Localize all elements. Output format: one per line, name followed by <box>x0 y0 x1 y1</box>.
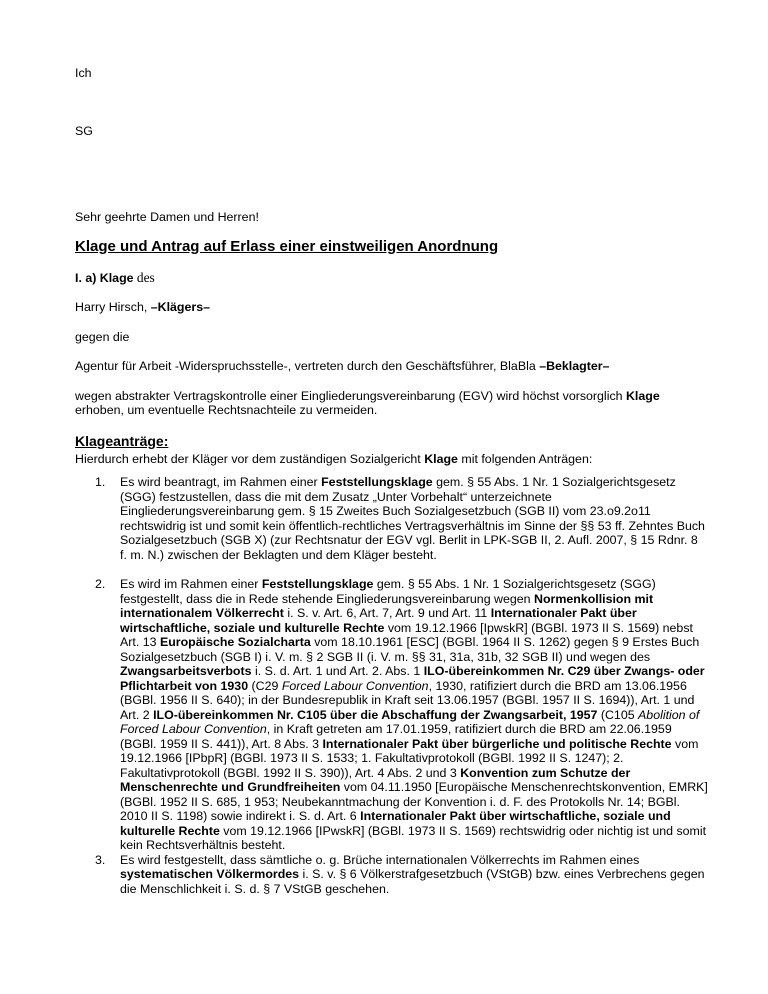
text-run: Forced Labour Convention <box>281 678 429 693</box>
text-run: systematischen Völkermordes <box>120 867 300 881</box>
text-run: Harry Hirsch, <box>75 300 151 314</box>
defendant-line <box>75 359 708 374</box>
text-run: i. S. d. Art. 1 und Art. 2. Abs. 1 <box>251 664 424 678</box>
text-run: vom 19.12.1966 [IPbpR] (BGBl. 1973 II S. 1533; 1. Fakultativprotokoll (BGBl. 1992 II S. 1247); 2. Fakultativprotokoll (BGBl. 1992 II S. 390)), Art. 4 Abs. 2 und 3 <box>120 736 699 780</box>
text-run: gem. § 55 Abs. 1 Nr. 1 Sozialgerichtsgesetz (SGG) festzustellen, dass die mit dem Zusatz „Unter Vorbehalt“ unterzeichnete Eingliederungsvereinbarung gem. § 15 Zweites Buch Sozialgesetzbuch (SGB II) vom 23.o9.2o11 rechtswidrig ist und somit kein öffentlich-rechtliches Vertragsverhältnis im Sinne der §§ 53 ff. Zehntes Buch Sozialgesetzbuch (SGB X) (zur Rechtsnatur der EGV vgl. Berlit in LPK-SGB II, 2. Aufl. 2007, § 15 Rdnr. 8 f. m. N.) zwischen der Beklagten und dem Kläger besteht. <box>120 475 705 562</box>
text-run: Es wird beantragt, im Rahmen einer <box>120 475 322 489</box>
text-run: erhoben, um eventuelle Rechtsnachteile zu vermeiden. <box>75 403 378 417</box>
versus-line: gegen die <box>75 329 130 344</box>
text-run: Internationaler Pakt über wirtschaftliche, soziale und kulturelle Rechte <box>120 809 671 838</box>
text-run: I. a) Klage <box>75 270 134 285</box>
plaintiff-line <box>75 300 708 315</box>
sender-line: Ich <box>75 66 92 80</box>
text-run: Zwangsarbeitsverbots <box>120 664 252 678</box>
text-run: (C105 <box>597 707 639 722</box>
text-run: vom 18.10.1961 [ESC] (BGBl. 1964 II S. 1262) gegen § 9 Erstes Buch Sozialgesetzbuch (SGB I) i. V. m. § 2 SGB II (i. V. m. §§ 31, 31a, 31b, 32 SGB II) und wegen des <box>120 635 700 664</box>
text-run: Hierdurch erhebt der Kläger vor dem zuständigen Sozialgericht <box>75 451 425 466</box>
salutation-line: Sehr geehrte Damen und Herren! <box>75 210 259 224</box>
text-run: Europäische Sozialcharta <box>159 635 311 649</box>
text-run: mit folgenden Anträgen: <box>457 451 593 466</box>
text-run: vom 19.12.1966 [IpwskR] (BGBl. 1973 II S. 1569) nebst Art. 13 <box>120 620 693 649</box>
text-run: –Beklagter– <box>539 359 610 373</box>
text-run: Es wird im Rahmen einer <box>120 577 262 591</box>
text-run: des <box>133 269 155 285</box>
text-run: Normenkollision mit internationalem Völkerrecht <box>120 591 654 620</box>
text-run: Abolition of Forced Labour Convention <box>120 707 700 736</box>
claims-intro <box>75 452 708 467</box>
text-run: (C29 <box>248 678 282 693</box>
text-run: , 1930, ratifiziert durch die BRD am 13.06.1956 (BGBl. 1956 II S. 640); in der Bundesrepublik in Kraft seit 13.06.1957 (BGBl. 1957 II S. 1694)), Art. 1 und Art. 2 <box>120 678 695 722</box>
text-run: ILO-übereinkommen Nr. C105 über die Abschaffung der Zwangsarbeit, 1957 <box>153 707 598 722</box>
claim-type-line <box>75 271 708 286</box>
text-run: i. S. v. Art. 6, Art. 7, Art. 9 und Art. 11 <box>283 606 491 620</box>
claims-heading: Klageanträge: <box>75 432 169 449</box>
text-run: Klage <box>625 388 660 403</box>
subject-paragraph <box>75 389 708 418</box>
claim-text <box>120 853 708 897</box>
claim-number: 3. <box>95 852 106 867</box>
text-run: Feststellungsklage <box>261 577 374 591</box>
text-run: Agentur für Arbeit -Widerspruchsstelle-, vertreten durch den Geschäftsführer, BlaBla <box>75 359 540 373</box>
text-run: Internationaler Pakt über wirtschaftliche, soziale und kulturelle Rechte <box>120 606 637 635</box>
claim-text <box>120 577 708 853</box>
text-run: i. S. v. § 6 Völkerstrafgesetzbuch (VStGB) bzw. eines Verbrechens gegen die Menschlichkeit i. S. d. § 7 VStGB geschehen. <box>120 867 705 896</box>
claim-item <box>95 577 708 853</box>
claim-number: 2. <box>95 577 106 591</box>
text-run: Klage <box>424 451 458 466</box>
text-run: ILO-übereinkommen Nr. C29 über Zwangs- oder Pflichtarbeit von 1930 <box>120 664 705 693</box>
text-run: Konvention zum Schutze der Menschenrechte und Grundfreiheiten <box>120 765 631 794</box>
text-run: Feststellungsklage <box>321 475 433 489</box>
text-run: Es wird festgestellt, dass sämtliche o. g. Brüche internationalen Völkerrechts im Rahmen eines <box>120 852 640 867</box>
claim-item <box>95 853 708 897</box>
court-line: SG <box>75 123 93 138</box>
text-run: Internationaler Pakt über bürgerliche und politische Rechte <box>322 736 672 751</box>
text-run: , in Kraft getreten am 17.01.1959, ratifiziert durch die BRD am 22.06.1959 (BGBl. 1959 II S. 441)), Art. 8 Abs. 3 <box>120 722 672 751</box>
text-run: vom 04.11.1950 [Europäische Menschenrechtskonvention, EMRK] (BGBl. 1952 II S. 685, 1 953; Neubekanntmachung der Konvention i. d. F. des Protokolls Nr. 14; BGBl. 2010 II S. 1198) sowie indirekt i. S. d. Art. 6 <box>120 780 708 823</box>
text-run: vom 19.12.1966 [IPwskR] (BGBl. 1973 II S. 1569) rechtswidrig oder nichtig ist und somit kein Rechtsverhältnis besteht. <box>120 823 707 852</box>
text-run: gem. § 55 Abs. 1 Nr. 1 Sozialgerichtsgesetz (SGG) festgestellt, dass die in Rede stehende Eingliederungsvereinbarung wegen <box>120 577 656 606</box>
claim-number: 1. <box>95 475 106 489</box>
document-title: Klage und Antrag auf Erlass einer einstweiligen Anordnung <box>75 237 499 255</box>
text-run: wegen abstrakter Vertragskontrolle einer Eingliederungsvereinbarung (EGV) wird höchst vorsorglich <box>75 388 626 403</box>
text-run: –Klägers– <box>150 300 210 314</box>
claim-item <box>95 475 708 562</box>
claim-text <box>120 475 708 562</box>
claims-list <box>75 475 708 896</box>
